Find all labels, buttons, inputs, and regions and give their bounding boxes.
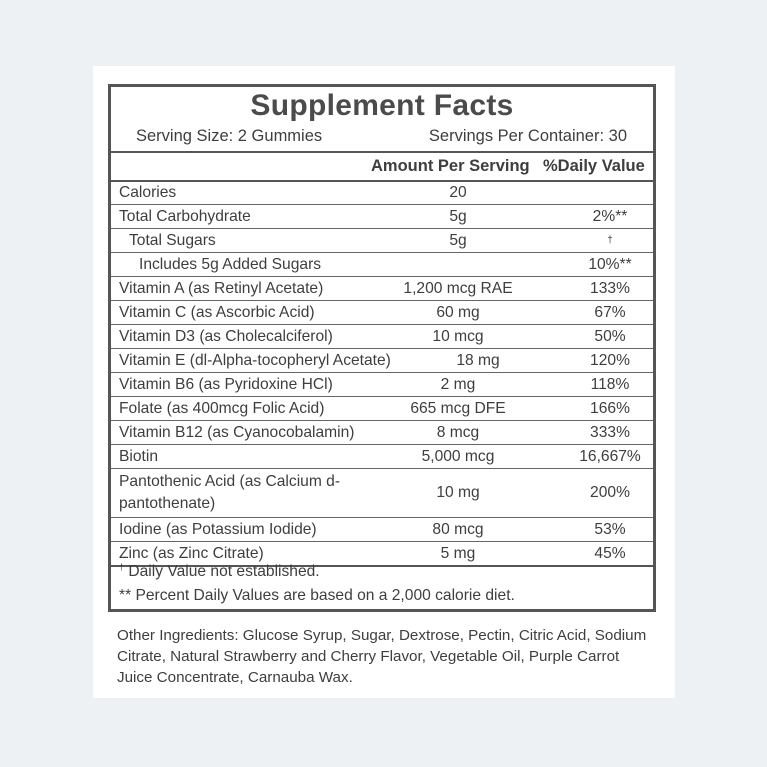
dagger-mark: † (119, 561, 125, 572)
row-amount: 5g (449, 232, 467, 249)
row-label: Total Sugars (129, 232, 216, 249)
row-dv: 2%** (592, 208, 628, 225)
row-amount: 5g (449, 208, 467, 225)
row-label: Calories (119, 184, 177, 201)
row-label: Vitamin B6 (as Pyridoxine HCl) (119, 376, 333, 393)
row-amount: 665 mcg DFE (410, 400, 506, 417)
table-row (111, 421, 653, 445)
row-dv: 333% (590, 424, 630, 441)
row-label: Zinc (as Zinc Citrate) (119, 545, 264, 562)
row-dv: 120% (590, 352, 630, 369)
row-dv: 133% (590, 280, 630, 297)
row-dv: 166% (590, 400, 630, 417)
row-amount: 1,200 mcg RAE (403, 280, 513, 297)
table-row (111, 181, 653, 205)
row-dv: 200% (590, 484, 630, 501)
table-row (111, 373, 653, 397)
row-amount: 2 mg (440, 376, 476, 393)
table-row (111, 397, 653, 421)
dagger-text: Daily Value not established. (128, 563, 320, 580)
row-amount: 10 mcg (432, 328, 484, 345)
row-label: Total Carbohydrate (119, 208, 251, 225)
row-dv: 45% (594, 545, 626, 562)
label-card (93, 66, 675, 698)
row-amount: 5 mg (440, 545, 476, 562)
row-amount: 5,000 mcg (421, 448, 495, 465)
row-dv: † (607, 235, 613, 246)
serving-info (136, 127, 627, 146)
dv-header: %Daily Value (543, 157, 645, 175)
row-label: Vitamin C (as Ascorbic Acid) (119, 304, 315, 321)
row-amount: 60 mg (436, 304, 480, 321)
supplement-facts-panel (108, 84, 656, 612)
row-amount: 20 (449, 184, 467, 201)
table-row (111, 445, 653, 469)
table-row (111, 205, 653, 229)
table-row (111, 325, 653, 349)
row-dv: 50% (594, 328, 626, 345)
servings-per-container: Servings Per Container: 30 (428, 127, 627, 145)
table-row (111, 349, 653, 373)
footnote-percent: ** Percent Daily Values are based on a 2,000 calorie diet. (119, 587, 515, 604)
table-row (111, 277, 653, 301)
serving-size: Serving Size: 2 Gummies (136, 127, 323, 145)
row-label: Biotin (119, 448, 159, 465)
table-row (111, 253, 653, 277)
row-amount: 18 mg (456, 352, 500, 369)
row-dv: 10%** (588, 256, 632, 273)
row-dv: 67% (594, 304, 626, 321)
row-label: Vitamin A (as Retinyl Acetate) (119, 280, 324, 297)
other-ingredients: Other Ingredients: Glucose Syrup, Sugar, Dextrose, Pectin, Citric Acid, Sodium Citrate, Natural Strawberry and Cherry Flavor, Vegetable Oil, Purple Carrot Juice Concentrate, Carnauba Wax. (117, 627, 647, 686)
row-label: Iodine (as Potassium Iodide) (119, 521, 317, 538)
row-amount: 10 mg (436, 484, 480, 501)
row-label: Vitamin D3 (as Cholecalciferol) (119, 328, 333, 345)
table-row (111, 301, 653, 325)
row-label: Includes 5g Added Sugars (139, 256, 322, 273)
row-amount: 8 mcg (436, 424, 480, 441)
table-row (111, 469, 653, 518)
nutrient-table (111, 181, 653, 567)
footnote-dagger (119, 563, 320, 581)
row-amount: 80 mcg (432, 521, 484, 538)
divider (111, 151, 653, 153)
row-dv: 16,667% (579, 448, 641, 465)
row-label: Pantothenic Acid (as Calcium d-pantothenate) (119, 473, 341, 512)
row-label: Folate (as 400mcg Folic Acid) (119, 400, 325, 417)
amount-header: Amount Per Serving (371, 157, 530, 175)
row-dv: 118% (590, 376, 630, 393)
table-row (111, 229, 653, 253)
row-dv: 53% (594, 521, 626, 538)
panel-title: Supplement Facts (250, 89, 514, 122)
table-row (111, 518, 653, 542)
row-label: Vitamin B12 (as Cyanocobalamin) (119, 424, 355, 441)
row-label: Vitamin E (dl-Alpha-tocopheryl Acetate) (119, 352, 391, 369)
